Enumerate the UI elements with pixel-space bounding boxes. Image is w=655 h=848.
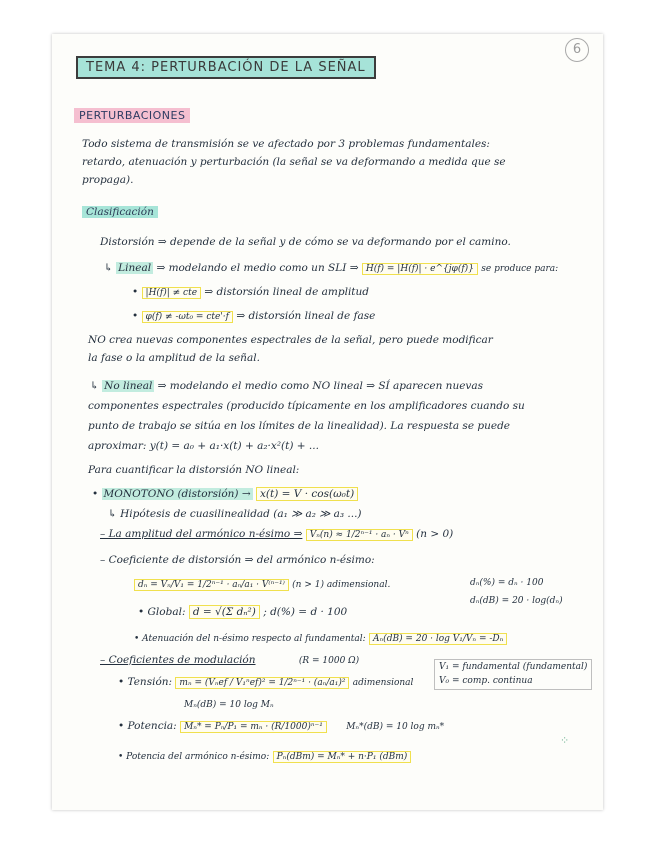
cuantificar-text: Para cuantificar la distorsión NO lineal:: [88, 464, 300, 476]
coef-dist-db: dₙ(dB) = 20 · log(dₙ): [470, 596, 563, 606]
mn-db: Mₙ(dB) = 10 log Mₙ: [184, 700, 274, 710]
monotono-row: [92, 488, 358, 500]
lineal-formula: H(f) = |H(f)| · e^{jφ(f)}: [362, 263, 478, 275]
case1-text: ⇒ distorsión lineal de amplitud: [204, 286, 370, 298]
pot-arm-label: • Potencia del armónico n-ésimo:: [118, 752, 270, 762]
potencia-row: [118, 720, 444, 732]
global-pct: ; d(%) = d · 100: [263, 606, 348, 618]
case2-text: ⇒ distorsión lineal de fase: [236, 310, 376, 322]
coef-mod-row: [100, 654, 359, 666]
lineal-case-phase: • φ(f) ≠ -ωt₀ = cte'·f ⇒ distorsión lineal de fase: [132, 310, 376, 322]
global-label: • Global:: [138, 606, 186, 618]
amplitud-cond: (n > 0): [416, 528, 454, 540]
coef-dist-pct: dₙ(%) = dₙ · 100: [470, 578, 544, 588]
tension-formula: mₙ = (Vₙef / V₁ⁿef)² = 1/2ⁿ⁻¹ · (aₙ/a₁)²: [175, 677, 349, 689]
section-heading: PERTURBACIONES: [74, 108, 190, 123]
nolineal-label: No lineal: [104, 380, 153, 392]
tension-row: [118, 676, 413, 688]
amplitud-formula: Vₙ(n) ≈ 1/2ⁿ⁻¹ · aₙ · Vⁿ: [306, 529, 413, 541]
monotono-label: MONOTONO (distorsión) →: [103, 488, 251, 500]
amplitud-row: [100, 528, 453, 540]
nolineal-line-4: aproximar: y(t) = a₀ + a₁·x(t) + a₂·x²(t) + ...: [88, 440, 319, 452]
distorsion-definition: Distorsión ⇒ depende de la señal y de cómo se va deformando por el camino.: [100, 236, 511, 248]
global-formula: d = √(Σ dₙ²): [189, 605, 260, 619]
coef-dist-row: [134, 578, 390, 590]
potencia-label: • Potencia:: [118, 720, 177, 732]
tension-tail: adimensional: [352, 678, 414, 688]
potencia-formula: Mₙ* = Pₙ/P₁ = mₙ · (R/1000)ⁿ⁻¹: [180, 721, 327, 733]
nolineal-line-3: punto de trabajo se sitúa en los límites de la linealidad). La respuesta se puede: [88, 420, 511, 432]
notebook-page: [52, 34, 603, 810]
coef-dist-cond: (n > 1) adimensional.: [292, 580, 391, 590]
arrow-icon: ↳: [90, 380, 99, 392]
page-title: TEMA 4: PERTURBACIÓN DE LA SEÑAL: [76, 56, 376, 79]
potencia-armonico-row: [118, 750, 411, 762]
coef-dist-formula: dₙ = Vₙ/V₁ = 1/2ⁿ⁻¹ · aₙ/a₁ · V⁽ⁿ⁻¹⁾: [134, 579, 289, 591]
tension-label: • Tensión:: [118, 676, 173, 688]
global-row: [138, 606, 347, 618]
fundamental-note: [434, 659, 592, 690]
coef-dist-label: – Coeficiente de distorsión ⇒ del armónico n-ésimo:: [100, 554, 375, 566]
lineal-tail: se produce para:: [481, 264, 559, 274]
note-line-1: V₁ = fundamental (fundamental): [439, 662, 588, 672]
coef-mod-ohm: (R = 1000 Ω): [298, 656, 360, 666]
lineal-row: [104, 262, 558, 274]
note-line-2: V₀ = comp. continua: [439, 675, 533, 686]
potencia-db: Mₙ*(dB) = 10 log mₙ*: [346, 722, 445, 732]
nolineal-line-1: ⇒ modelando el medio como NO lineal ⇒ SÍ aparecen nuevas: [157, 380, 484, 392]
decorative-dots: ⁘: [560, 734, 570, 747]
bullet-icon: •: [92, 488, 99, 500]
lineal-label: Lineal: [118, 262, 152, 274]
hipotesis-text: ↳ Hipótesis de cuasilinealidad (a₁ ≫ a₂ ≫ a₃ ...): [108, 508, 362, 520]
atenuacion-row: [134, 632, 507, 644]
atenuacion-label: • Atenuación del n-ésimo respecto al fundamental:: [134, 634, 366, 644]
lineal-note-line-2: la fase o la amplitud de la señal.: [88, 352, 260, 364]
lineal-note-line-1: NO crea nuevas componentes espectrales de la señal, pero puede modificar: [88, 334, 493, 346]
amplitud-label: – La amplitud del armónico n-ésimo ⇒: [100, 528, 303, 540]
atenuacion-formula: Aₙ(dB) = 20 · log V₁/Vₙ = -Dₙ: [369, 633, 507, 645]
monotono-formula: x(t) = V · cos(ω₀t): [256, 487, 358, 501]
coef-mod-label: – Coeficientes de modulación: [100, 654, 256, 666]
lineal-text: ⇒ modelando el medio como un SLI ⇒: [156, 262, 359, 274]
intro-line-2: retardo, atenuación y perturbación (la señal se va deformando a medida que se: [82, 156, 506, 168]
case1-formula: |H(f)| ≠ cte: [142, 287, 202, 299]
pot-arm-formula: Pₙ(dBm) = Mₙ* + n·P₁ (dBm): [273, 751, 412, 763]
nolineal-row: [90, 380, 483, 392]
intro-line-3: propaga).: [82, 174, 134, 186]
subsection-heading: Clasificación: [82, 206, 158, 218]
lineal-case-amplitude: • |H(f)| ≠ cte ⇒ distorsión lineal de amplitud: [132, 286, 370, 298]
intro-line-1: Todo sistema de transmisión se ve afectado por 3 problemas fundamentales:: [82, 138, 490, 150]
page-number: 6: [565, 38, 589, 62]
nolineal-line-2: componentes espectrales (producido típicamente en los amplificadores cuando su: [88, 400, 525, 412]
arrow-icon: ↳: [104, 262, 113, 274]
case2-formula: φ(f) ≠ -ωt₀ = cte'·f: [142, 311, 233, 323]
